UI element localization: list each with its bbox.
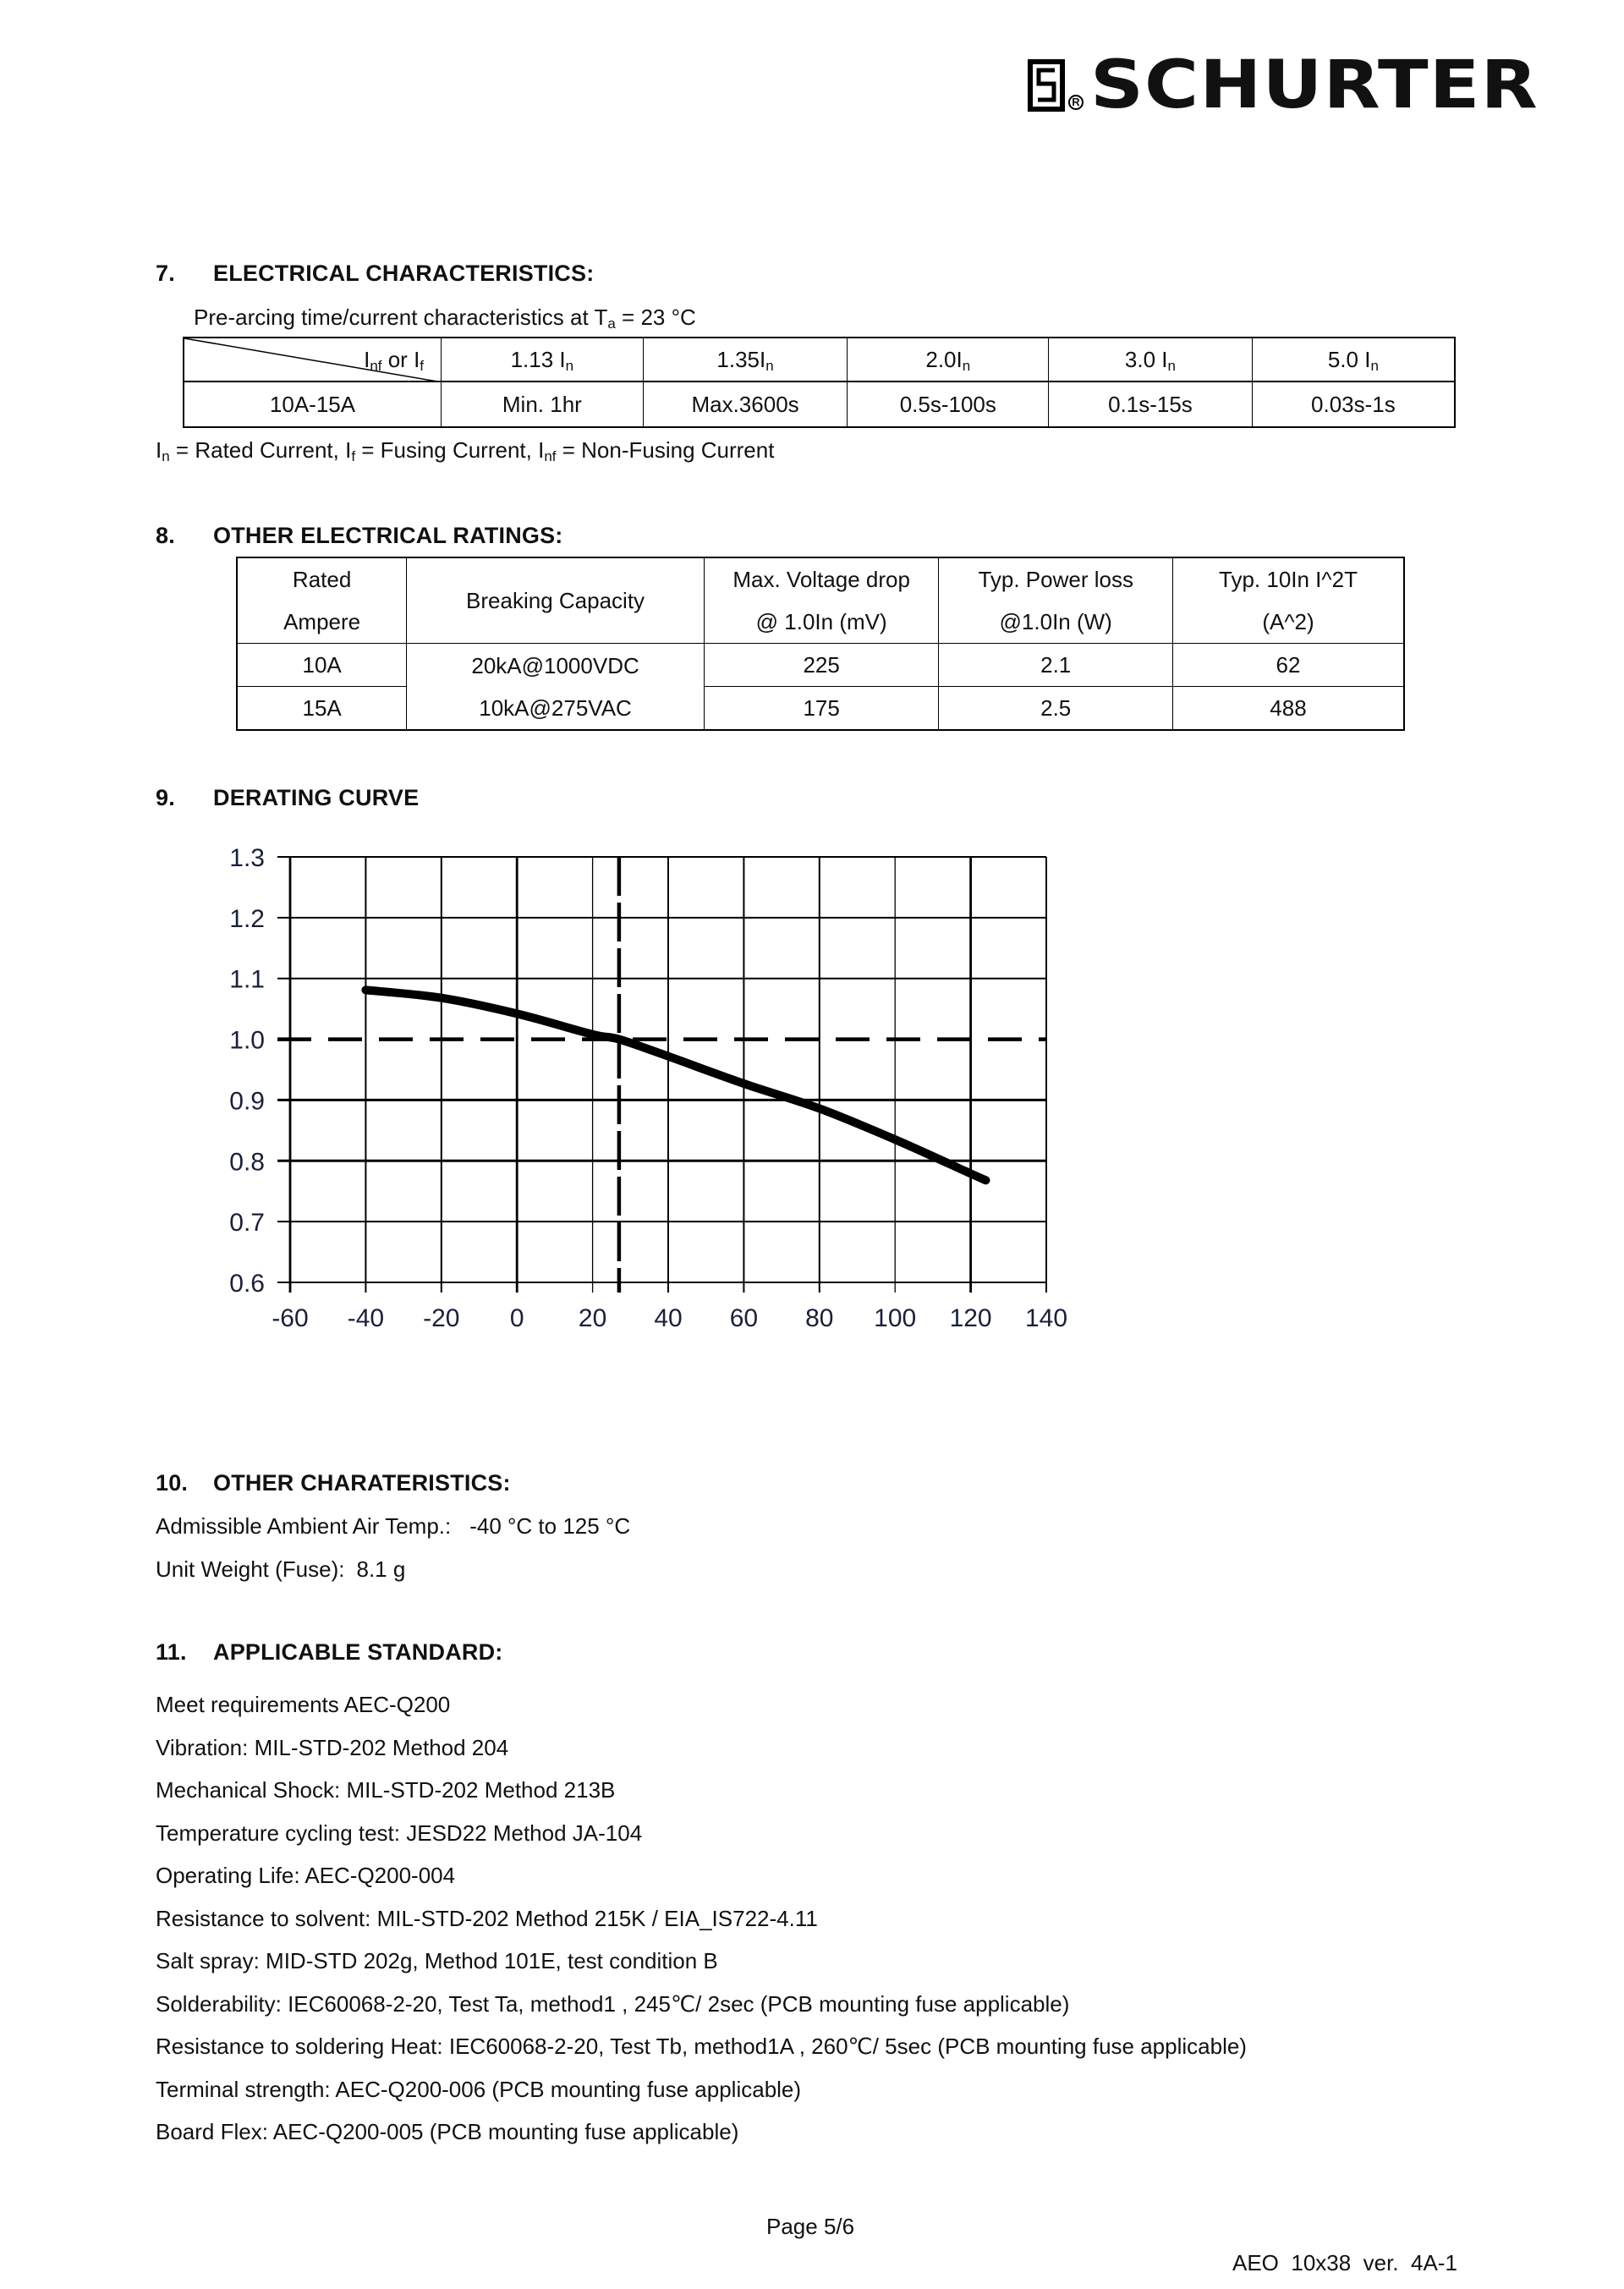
column-header-i2t: Typ. 10In I^2T (A^2) [1172, 557, 1404, 644]
subtitle-text: Pre-arcing time/current characteristics at T [194, 305, 608, 330]
section-10-heading [156, 1470, 511, 1496]
x-tick-label: 60 [729, 1304, 759, 1332]
table-header-row [184, 338, 1455, 382]
column-header: 1.13 $I_n$ [442, 338, 644, 382]
table-cell: 0.1s-15s [1049, 382, 1253, 427]
table-cell: 62 [1172, 644, 1404, 687]
y-tick-label: 0.6 [229, 1270, 265, 1298]
x-tick-label: -60 [272, 1304, 309, 1332]
schurter-logo [1028, 47, 1539, 124]
y-tick-label: 0.9 [229, 1087, 265, 1116]
page-number: Page 5/6 [766, 2214, 855, 2239]
electrical-ratings-table [236, 557, 1405, 731]
standard-item: Resistance to solvent: MIL-STD-202 Method 215K / EIA_IS722-4.11 [156, 1905, 818, 1931]
corner-label-2: or I [381, 346, 420, 372]
x-tick-label: -40 [347, 1304, 385, 1332]
table-cell: 2.1 [939, 644, 1173, 687]
ambient-temp-line [156, 1513, 630, 1540]
derating-curve [365, 990, 985, 1180]
ambient-temp-label: Admissible Ambient Air Temp.: [156, 1513, 452, 1539]
standard-item: Vibration: MIL-STD-202 Method 204 [156, 1734, 509, 1760]
corner-sub-2: f [420, 357, 425, 374]
subtitle-sub: a [607, 316, 616, 332]
section-number: 10. [156, 1470, 189, 1496]
table-cell: 0.03s-1s [1252, 382, 1455, 427]
pre-arcing-table [183, 337, 1456, 428]
table-cell: 175 [704, 687, 939, 731]
logo-mark-icon [1028, 59, 1065, 112]
y-tick-label: 1.2 [229, 904, 265, 933]
section-title: APPLICABLE STANDARD: [213, 1639, 503, 1665]
column-header-power-loss: Typ. Power loss @1.0In (W) [939, 557, 1173, 644]
ambient-temp-value: -40 °C to 125 °C [469, 1513, 631, 1539]
unit-weight-value: 8.1 g [356, 1556, 406, 1582]
x-tick-label: -20 [423, 1304, 460, 1332]
x-tick-label: 80 [805, 1304, 834, 1332]
table-cell: 225 [704, 644, 939, 687]
section-8-heading [156, 523, 563, 549]
section-number: 11. [156, 1639, 187, 1665]
x-tick-label: 120 [949, 1304, 992, 1332]
corner-cell [184, 338, 442, 382]
current-legend: $I_n$ = Rated Current, $I_f = Fusing$ Current, $I_{nf} = Non-Fusing$ Current [156, 437, 775, 464]
column-header-breaking-capacity: Breaking Capacity [407, 557, 705, 644]
unit-weight-label: Unit Weight (Fuse): [156, 1556, 345, 1582]
column-header-voltage-drop: Max. Voltage drop @ 1.0In (mV) [704, 557, 939, 644]
column-header: $2.0I_n$ [848, 338, 1049, 382]
breaking-capacity-cell [407, 644, 705, 731]
x-tick-label: 100 [874, 1304, 917, 1332]
y-tick-label: 0.7 [229, 1209, 265, 1238]
table-cell: 15A [237, 687, 407, 731]
table-cell: 0.5s-100s [848, 382, 1049, 427]
standard-item: Board Flex: AEC-Q200-005 (PCB mounting fuse applicable) [156, 2119, 739, 2144]
section-title: OTHER CHARATERISTICS: [213, 1470, 511, 1496]
table-cell: 2.5 [939, 687, 1173, 731]
y-tick-label: 1.3 [229, 844, 265, 872]
logo-wordmark: SCHURTER [1090, 47, 1539, 124]
breaking-capacity-ac: 10kA@275VAC [479, 694, 632, 721]
standard-item: Meet requirements AEC-Q200 [156, 1692, 451, 1717]
table-cell: Max.3600s [643, 382, 848, 427]
registered-mark-icon: R [1068, 95, 1084, 110]
standard-item: Terminal strength: AEC-Q200-006 (PCB mounting fuse applicable) [156, 2076, 802, 2102]
table-row [237, 644, 1404, 687]
table-cell: Min. 1hr [442, 382, 644, 427]
corner-label: I [364, 346, 370, 372]
section-number: 7. [156, 261, 175, 286]
table-cell: 488 [1172, 687, 1404, 731]
x-tick-label: 140 [1024, 1304, 1068, 1332]
standards-list [156, 1683, 1247, 2154]
y-tick-label: 0.8 [229, 1148, 265, 1177]
derating-chart [203, 837, 1100, 1362]
section-title: ELECTRICAL CHARACTERISTICS: [213, 261, 595, 286]
diagonal-divider [184, 338, 442, 382]
x-tick-label: 20 [578, 1304, 607, 1332]
section-7-heading [156, 261, 594, 287]
x-tick-label: 0 [509, 1304, 524, 1332]
table-row [184, 382, 1455, 427]
column-header-rated-ampere: Rated Ampere [237, 557, 407, 644]
section-number: 8. [156, 523, 175, 548]
section-number: 9. [156, 785, 175, 810]
y-tick-label: 1.1 [229, 965, 265, 994]
y-tick-label: 1.0 [229, 1026, 265, 1055]
section-11-heading [156, 1639, 503, 1666]
breaking-capacity-dc: 20kA@1000VDC [471, 652, 639, 678]
corner-sub-1: nf [370, 357, 382, 374]
unit-weight-line [156, 1556, 405, 1583]
section-title: OTHER ELECTRICAL RATINGS: [213, 523, 563, 548]
standard-item: Mechanical Shock: MIL-STD-202 Method 213B [156, 1777, 616, 1803]
column-header: $1.35I_n$ [643, 338, 848, 382]
standard-item: Resistance to soldering Heat: IEC60068-2-20, Test Tb, method1A , 260℃/ 5sec (PCB mounting fuse applicable) [156, 2034, 1247, 2059]
table-cell: 10A [237, 644, 407, 687]
row-label: 10A-15A [184, 382, 442, 427]
standard-item: Temperature cycling test: JESD22 Method JA-104 [156, 1820, 643, 1846]
standard-item: Salt spray: MID-STD 202g, Method 101E, test condition B [156, 1948, 718, 1973]
section-title: DERATING CURVE [213, 785, 420, 810]
table-header-row [237, 557, 1404, 644]
column-header: 3.0 $I_n$ [1049, 338, 1253, 382]
standard-item: Operating Life: AEC-Q200-004 [156, 1863, 456, 1888]
x-tick-label: 40 [654, 1304, 683, 1332]
subtitle-tail: = 23 °C [615, 305, 696, 330]
document-id: AEO 10x38 ver. 4A-1 [1232, 2250, 1457, 2275]
column-header: 5.0 $I_n$ [1252, 338, 1455, 382]
section-9-heading [156, 785, 419, 811]
section-7-subtitle [194, 305, 696, 331]
standard-item: Solderability: IEC60068-2-20, Test Ta, method1 , 245℃/ 2sec (PCB mounting fuse applicable) [156, 1990, 1070, 2017]
